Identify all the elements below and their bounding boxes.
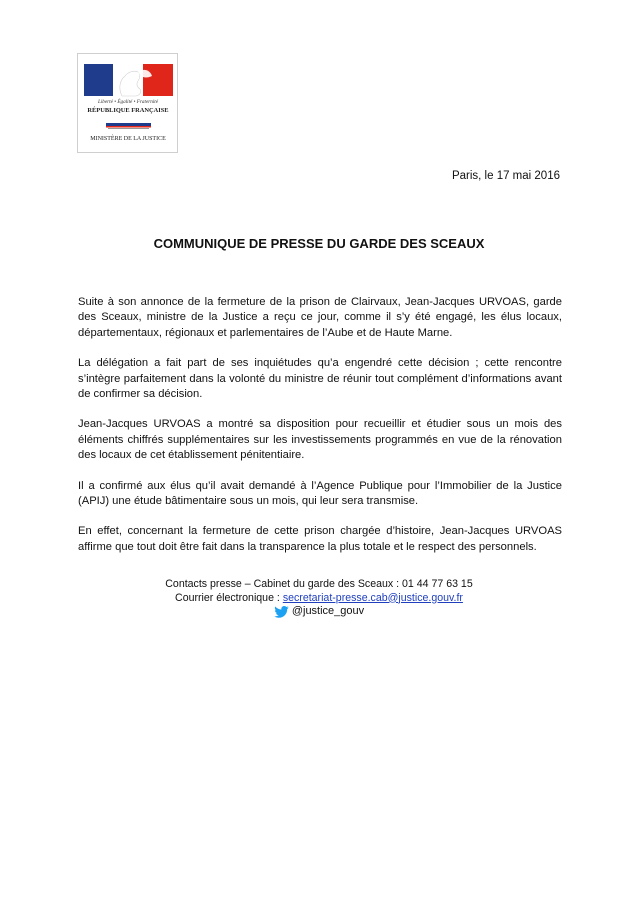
press-contacts [0, 578, 638, 622]
document-date: Paris, le 17 mai 2016 [451, 170, 560, 182]
paragraph: La délégation a fait part de ses inquiétudes qu’a engendré cette décision ; cette rencontre s’intègre parfaitement dans la volonté du ministre de réunir tout complément d’informations avant de confirmer sa décision. [78, 357, 562, 401]
press-phone-line: Contacts presse – Cabinet du garde des Sceaux : 01 44 77 63 15 [165, 578, 473, 590]
page-title: COMMUNIQUE DE PRESSE DU GARDE DES SCEAUX [153, 236, 485, 251]
email-label: Courrier électronique : [175, 591, 283, 604]
twitter-line [0, 605, 638, 622]
paragraph: Jean-Jacques URVOAS a montré sa disposition pour recueillir et étudier sous un mois des éléments chiffrés supplémentaires sur les investissements programmés en vue de la rénovation des locaux de cet établissement pénitentiaire. [78, 418, 562, 462]
logo-ministry-label: MINISTÈRE DE LA JUSTICE [90, 136, 166, 142]
email-line [0, 592, 638, 606]
paragraph: En effet, concernant la fermeture de cette prison chargée d’histoire, Jean-Jacques URVOAS affirme que tout doit être fait dans la transparence la plus totale et le respect des personnels. [78, 525, 562, 553]
email-link[interactable]: secretariat-presse.cab@justice.gouv.fr [282, 591, 463, 604]
ministry-logo [77, 53, 178, 153]
press-release-body [78, 295, 562, 570]
logo-motto: Liberté • Égalité • Fraternité [97, 99, 159, 105]
paragraph: Il a confirmé aux élus qu’il avait demandé à l’Agence Publique pour l’Immobilier de la Justice (APIJ) une étude bâtimentaire sous un mois, qui leur sera transmise. [78, 479, 562, 508]
paragraph: Suite à son annonce de la fermeture de la prison de Clairvaux, Jean-Jacques URVOAS, garde des Sceaux, ministre de la Justice a reçu ce jour, comme il s’y été engagé, les élus locaux, départementaux, régionaux et parlementaires de l’Aube et de Haute Marne. [78, 296, 562, 339]
twitter-handle[interactable]: @justice_gouv [291, 605, 365, 617]
twitter-bird-icon [274, 606, 289, 618]
logo-republic-label: RÉPUBLIQUE FRANÇAISE [87, 107, 169, 114]
